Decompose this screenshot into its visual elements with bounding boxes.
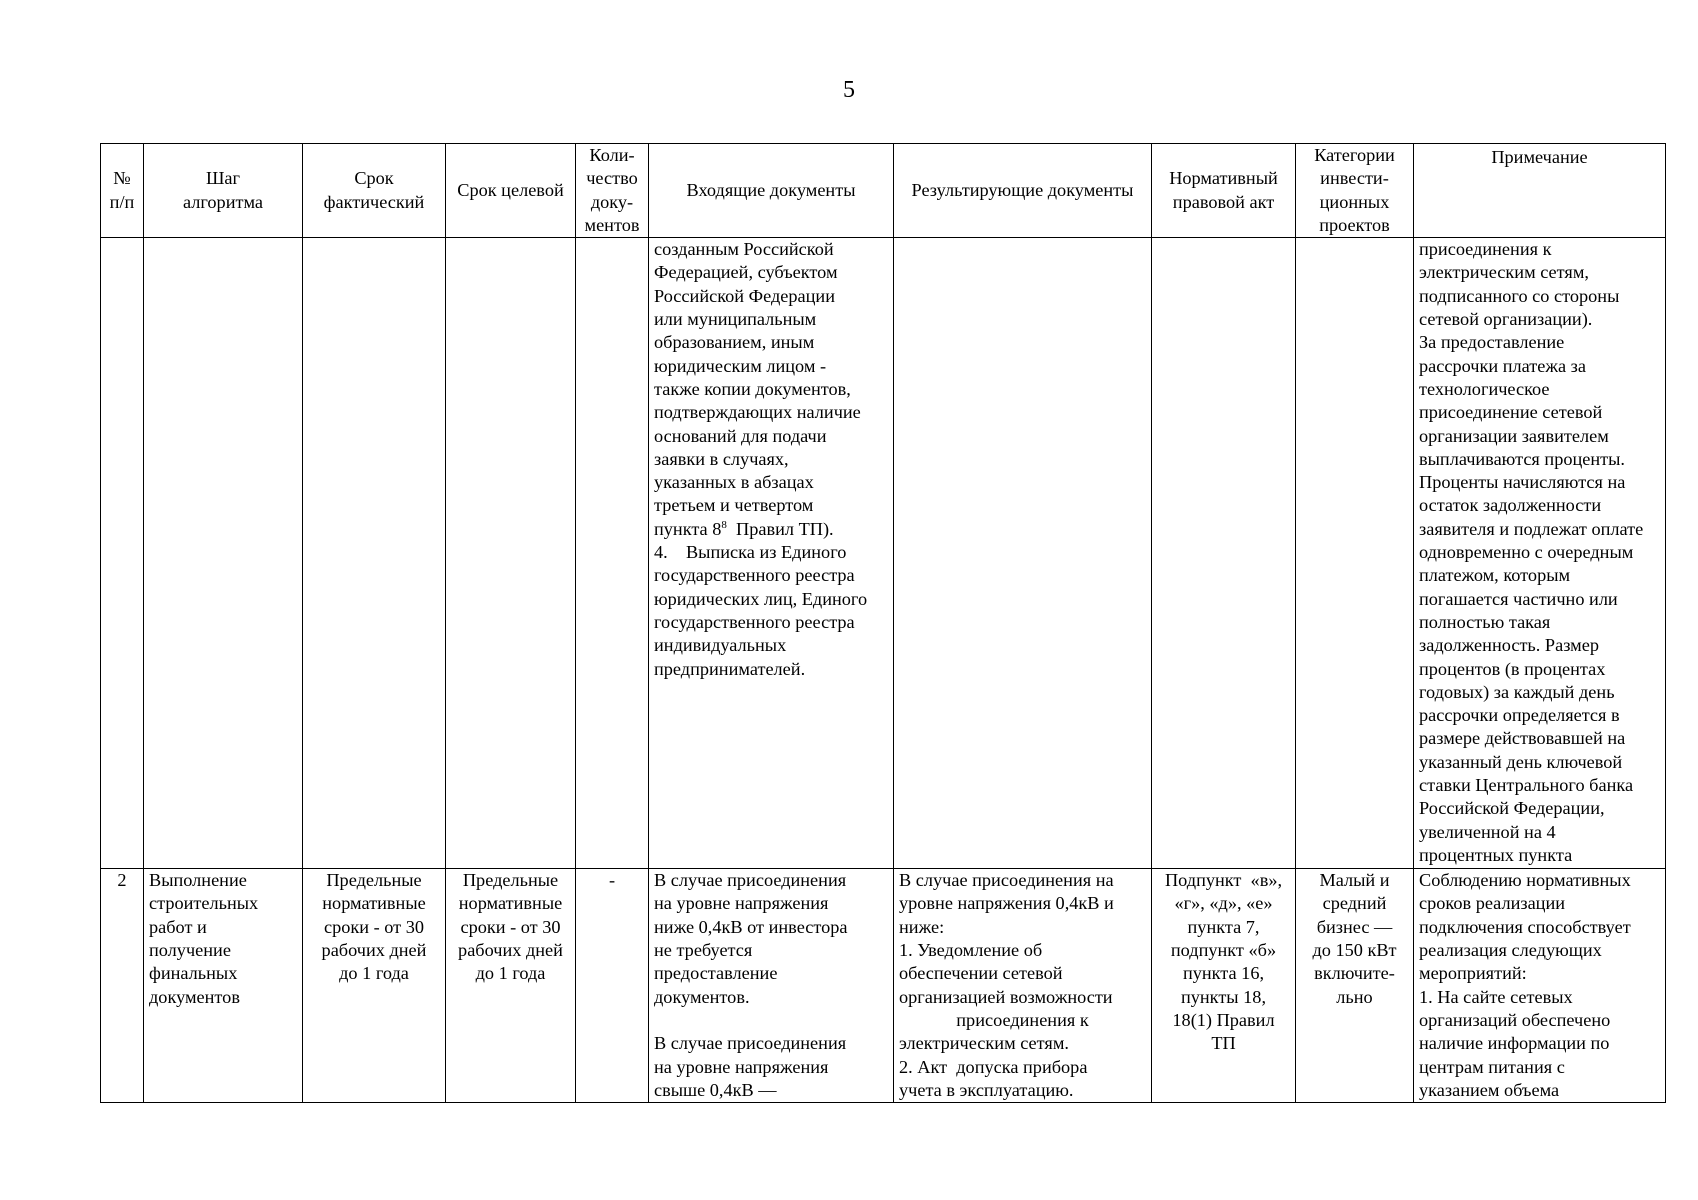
text-line: Предельные (462, 870, 559, 891)
text-line: Федерацией, субъектом (654, 262, 838, 283)
text-line: технологическое (1419, 378, 1550, 399)
text-line: государственного реестра (654, 565, 855, 586)
text-line: до 1 года (475, 963, 546, 984)
text-line: годовых) за каждый день (1419, 681, 1615, 702)
text-line: Российской Федерации, (1419, 798, 1605, 819)
text-line: Предельные (326, 870, 422, 891)
text-line: сетевой организации). (1419, 309, 1593, 330)
cell-num (101, 238, 144, 869)
header-normative-act (1152, 144, 1296, 238)
text-line: В случае присоединения (654, 870, 847, 891)
text-line: Срок целевой (457, 179, 564, 200)
text-line: ционных (1319, 191, 1390, 212)
text-line: документов (149, 986, 240, 1007)
header-doc-count (576, 144, 649, 238)
text-line: процентов (в процентах (1419, 658, 1606, 679)
text-line: правовой акт (1172, 191, 1275, 212)
text-line: Нормативный (1169, 168, 1278, 189)
result-docs-2-text (899, 869, 1146, 1102)
cell-target-term (446, 238, 576, 869)
text-line: рабочих дней (458, 940, 563, 961)
header-note (1414, 144, 1666, 238)
text-line: полностью такая (1419, 611, 1551, 632)
text-line: свыше 0,4кВ — (654, 1079, 777, 1100)
header-target-term (446, 144, 576, 238)
text-line: рассрочки платежа за (1419, 355, 1587, 376)
cell-step-2 (144, 869, 303, 1103)
text-line: ментов (584, 214, 640, 235)
text-line: строительных (149, 893, 259, 914)
text-line: 18(1) Правил (1172, 1009, 1275, 1030)
cell-target-term-2 (446, 869, 576, 1103)
cell-note (1414, 238, 1666, 869)
text-line: присоединения к (956, 1009, 1089, 1030)
text-line: ниже 0,4кВ от инвестора (654, 916, 848, 937)
table-row-2 (101, 869, 1666, 1103)
text-line: Срок (354, 168, 394, 189)
text-line: организацией возможности (899, 986, 1113, 1007)
text-line: ТП (1211, 1033, 1236, 1054)
incoming-docs-sup-line (654, 518, 888, 541)
cell-doc-count (576, 238, 649, 869)
text-line: образованием, иным (654, 332, 815, 353)
text-line (654, 1009, 888, 1032)
table-header-row (101, 144, 1666, 238)
categories-2-text (1301, 869, 1408, 1009)
text-line: Категории (1314, 145, 1395, 165)
text-line: Шаг (205, 168, 241, 189)
sup-line-superscript: 8 (721, 518, 727, 531)
text-line: задолженность. Размер (1419, 635, 1599, 656)
text-line: доку- (590, 191, 634, 212)
normative-act-2-text (1157, 869, 1290, 1055)
text-line: процентных пункта (1419, 844, 1573, 865)
header-note-text (1417, 146, 1662, 169)
text-line: подписанного со стороны (1419, 285, 1620, 306)
text-line: средний (1322, 893, 1387, 914)
text-line: индивидуальных (654, 635, 787, 656)
text-line: сроки - от 30 (323, 916, 425, 937)
text-line: алгоритма (182, 191, 264, 212)
text-line: нормативные (458, 893, 563, 914)
text-line: на уровне напряжения (654, 893, 829, 914)
sup-line-before: пункта 8 (654, 518, 722, 539)
cell-incoming-docs (649, 238, 894, 869)
text-line: пункта 7, (1187, 916, 1260, 937)
text-line: Выполнение (149, 870, 247, 891)
algorithm-table (100, 143, 1666, 1103)
text-line: Примечание (1491, 147, 1588, 167)
text-line: Входящие документы (686, 179, 856, 200)
text-line: электрическим сетям. (899, 1033, 1069, 1054)
incoming-docs-tail-text (654, 541, 888, 681)
cell-categories (1296, 238, 1414, 869)
cell-categories-2 (1296, 869, 1414, 1103)
text-line: присоединение сетевой (1419, 402, 1603, 423)
text-line: Соблюдению нормативных (1419, 870, 1631, 891)
text-line: Российской Федерации (654, 285, 835, 306)
text-line: подпункт «б» (1170, 940, 1277, 961)
cell-note-2 (1414, 869, 1666, 1103)
text-line: ниже: (899, 916, 945, 937)
cell-normative-act-2 (1152, 869, 1296, 1103)
header-incoming-docs-text (652, 179, 890, 202)
text-line: организаций обеспечено (1419, 1009, 1611, 1030)
text-line: фактический (323, 191, 425, 212)
text-line: финальных (149, 963, 238, 984)
text-line: «г», «д», «е» (1174, 893, 1273, 914)
text-line: сроков реализации (1419, 893, 1566, 914)
text-line: документов. (654, 986, 750, 1007)
page-number: 5 (843, 77, 855, 103)
text-line: В случае присоединения (654, 1033, 847, 1054)
text-line: № (113, 168, 131, 189)
text-line: до 1 года (339, 963, 409, 984)
target-term-2-text (451, 869, 570, 985)
text-line: указанный день ключевой (1419, 751, 1623, 772)
incoming-docs-2-text (654, 869, 888, 1102)
header-num-text (104, 167, 140, 214)
text-line: сроки - от 30 (460, 916, 561, 937)
text-line: рассрочки определяется в (1419, 705, 1620, 726)
text-line: мероприятий: (1419, 963, 1527, 984)
text-line: юридических лиц, Единого (654, 588, 868, 609)
cell-fact-term-2 (303, 869, 446, 1103)
text-line: нормативные (322, 893, 426, 914)
text-line: присоединения к (1419, 239, 1552, 260)
text-line: Подпункт «в», (1164, 870, 1283, 891)
text-line: выплачиваются проценты. (1419, 448, 1625, 469)
table-row-continued (101, 238, 1666, 869)
text-line: указанных в абзацах (654, 472, 814, 493)
text-line: п/п (109, 191, 135, 212)
header-categories-text (1299, 144, 1410, 237)
text-line: заявителя и подлежат оплате (1419, 518, 1644, 539)
text-line: предоставление (654, 963, 778, 984)
text-line: оснований для подачи (654, 425, 827, 446)
text-line: льно (1336, 986, 1373, 1007)
header-result-docs (894, 144, 1152, 238)
text-line: 2. Акт допуска прибора (899, 1056, 1088, 1077)
text-line: 4. Выписка из Единого (654, 542, 847, 563)
text-line: заявки в случаях, (654, 448, 789, 469)
text-line: чество (586, 168, 638, 189)
header-categories (1296, 144, 1414, 238)
text-line: Проценты начисляются на (1419, 472, 1626, 493)
text-line: В случае присоединения на (899, 870, 1114, 891)
text-line: созданным Российской (654, 239, 834, 260)
text-line: проектов (1319, 214, 1390, 235)
text-line: включите- (1314, 963, 1395, 984)
text-line: предпринимателей. (654, 658, 806, 679)
cell-doc-count-2: - (576, 869, 649, 1103)
text-line: погашается частично или (1419, 588, 1618, 609)
incoming-docs-text (654, 238, 888, 518)
text-line: пункта 16, (1182, 963, 1265, 984)
cell-fact-term (303, 238, 446, 869)
cell-incoming-docs-2 (649, 869, 894, 1103)
text-line: центрам питания с (1419, 1056, 1565, 1077)
header-step (144, 144, 303, 238)
cell-step (144, 238, 303, 869)
text-line: размере действовавшей на (1419, 728, 1626, 749)
text-line: получение (149, 940, 231, 961)
text-line: подключения способствует (1419, 916, 1631, 937)
text-line: указанием объема (1419, 1079, 1560, 1100)
text-line: наличие информации по (1419, 1033, 1610, 1054)
header-fact-term-text (306, 167, 442, 214)
text-line: учета в эксплуатацию. (899, 1079, 1074, 1100)
text-line: реализация следующих (1419, 940, 1602, 961)
header-target-term-text (449, 179, 572, 202)
text-line: до 150 кВт (1312, 940, 1397, 961)
text-line: рабочих дней (321, 940, 427, 961)
text-line: Результирующие документы (911, 179, 1134, 200)
text-line: инвести- (1320, 168, 1389, 189)
text-line: бизнес — (1316, 916, 1393, 937)
text-line: ставки Центрального банка (1419, 775, 1634, 796)
text-line: За предоставление (1419, 332, 1565, 353)
text-line: или муниципальным (654, 309, 817, 330)
cell-result-docs (894, 238, 1152, 869)
note-2-text (1419, 869, 1660, 1102)
cell-result-docs-2 (894, 869, 1152, 1103)
text-line: увеличенной на 4 (1419, 821, 1556, 842)
text-line: подтверждающих наличие (654, 402, 861, 423)
text-line: обеспечении сетевой (899, 963, 1063, 984)
text-line: Малый и (1319, 870, 1390, 891)
fact-term-2-text (308, 869, 440, 985)
header-doc-count-text (579, 144, 645, 237)
cell-num-2: 2 (101, 869, 144, 1103)
header-num (101, 144, 144, 238)
text-line: остаток задолженности (1419, 495, 1602, 516)
text-line: на уровне напряжения (654, 1056, 829, 1077)
text-line: также копии документов, (654, 378, 851, 399)
text-line: 1. На сайте сетевых (1419, 986, 1573, 1007)
text-line: третьем и четвертом (654, 495, 814, 516)
cell-normative-act (1152, 238, 1296, 869)
text-line: юридическим лицом - (654, 355, 827, 376)
header-incoming-docs (649, 144, 894, 238)
text-line: 1. Уведомление об (899, 940, 1043, 961)
text-line: работ и (149, 916, 207, 937)
header-fact-term (303, 144, 446, 238)
header-step-text (147, 167, 299, 214)
text-line: пункты 18, (1180, 986, 1267, 1007)
text-line: не требуется (654, 940, 753, 961)
step-2-text (149, 869, 297, 1009)
text-line: государственного реестра (654, 611, 855, 632)
text-line: одновременно с очередным (1419, 542, 1634, 563)
note-text (1419, 238, 1660, 867)
text-line: электрическим сетям, (1419, 262, 1589, 283)
text-line: уровне напряжения 0,4кВ и (899, 893, 1114, 914)
text-line: организации заявителем (1419, 425, 1609, 446)
text-line: Коли- (589, 145, 635, 165)
text-line: платежом, которым (1419, 565, 1571, 586)
sup-line-after: Правил ТП). (726, 518, 834, 539)
header-normative-act-text (1155, 167, 1292, 214)
header-result-docs-text (897, 179, 1148, 202)
